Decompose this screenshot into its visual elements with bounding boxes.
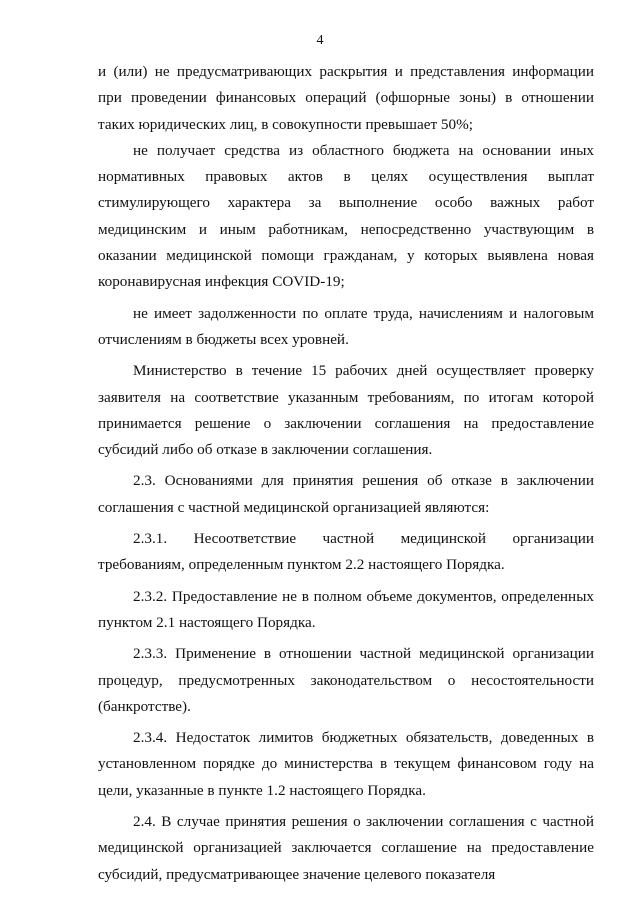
- paragraph-offshore-continuation: и (или) не предусматривающих раскрытия и представления информации при проведении финансовых операций (офшорные зоны) в отношении таких юридических лиц, в совокупности превышает 50%;: [98, 63, 594, 133]
- paragraph-ministry-review: Министерство в течение 15 рабочих дней осуществляет проверку заявителя на соответствие указанным требованиям, по итогам которой принимается решение о заключении соглашения на предоставление субсидий либо об отказе в заключении соглашения.: [98, 362, 594, 459]
- paragraph-2-3-refusal-grounds: 2.3. Основаниями для принятия решения об отказе в заключении соглашения с частной медицинской организацией являются:: [98, 472, 594, 516]
- paragraph-2-4-agreement: 2.4. В случае принятия решения о заключении соглашения с частной медицинской организацией заключается соглашение на предоставление субсидий, предусматривающее значение целевого показателя: [98, 813, 594, 883]
- page-number: 4: [316, 33, 324, 48]
- paragraph-2-3-3: 2.3.3. Применение в отношении частной медицинской организации процедур, предусмотренных законодательством о несостоятельности (банкротстве).: [98, 645, 594, 715]
- paragraph-2-3-2: 2.3.2. Предоставление не в полном объеме документов, определенных пунктом 2.1 настоящего Порядка.: [98, 587, 594, 631]
- paragraph-no-regional-budget-funds: не получает средства из областного бюджета на основании иных нормативных правовых актов в целях осуществления выплат стимулирующего характера за выполнение особо важных работ медицинским и иным работникам, непосредственно участвующим в оказании медицинской помощи гражданам, у которых выявлена новая коронавирусная инфекция COVID-19;: [98, 141, 594, 291]
- document-body: [98, 59, 594, 893]
- paragraph-2-3-1: 2.3.1. Несоответствие частной медицинской организации требованиям, определенным пунктом 2.2 настоящего Порядка.: [98, 530, 594, 574]
- paragraph-2-3-4: 2.3.4. Недостаток лимитов бюджетных обязательств, доведенных в установленном порядке до министерства в текущем финансовом году на цели, указанные в пункте 1.2 настоящего Порядка.: [98, 729, 594, 799]
- paragraph-no-wage-arrears: не имеет задолженности по оплате труда, начислениям и налоговым отчислениям в бюджеты всех уровней.: [98, 304, 594, 348]
